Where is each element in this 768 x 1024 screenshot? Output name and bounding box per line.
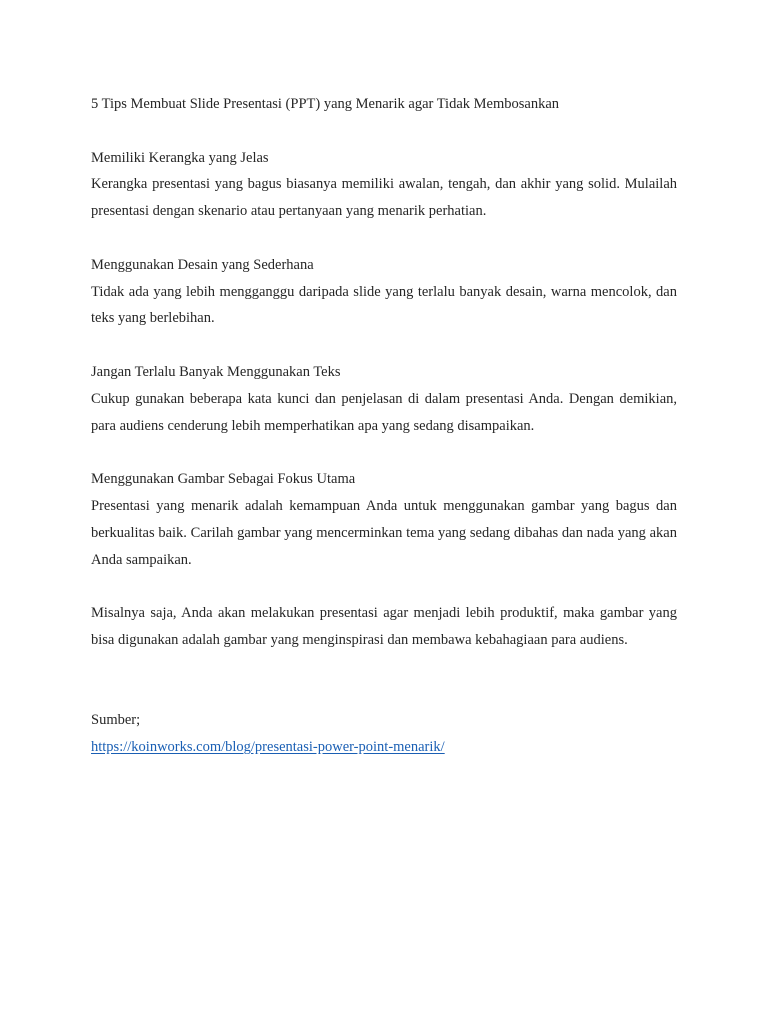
source-link[interactable]: https://koinworks.com/blog/presentasi-power-point-menarik/ xyxy=(91,739,445,756)
section-body: Tidak ada yang lebih mengganggu daripada slide yang terlalu banyak desain, warna mencolok, dan teks yang berlebihan. xyxy=(91,283,677,327)
section-body: Kerangka presentasi yang bagus biasanya memiliki awalan, tengah, dan akhir yang solid. Mulailah presentasi dengan skenario atau pertanyaan yang menarik perhatian. xyxy=(91,176,677,220)
section-kerangka xyxy=(91,145,677,225)
section-teks xyxy=(91,359,677,439)
section-body: Cukup gunakan beberapa kata kunci dan penjelasan di dalam presentasi Anda. Dengan demikian, para audiens cenderung lebih memperhatikan apa yang sedang disampaikan. xyxy=(91,390,677,434)
closing-paragraph: Misalnya saja, Anda akan melakukan presentasi agar menjadi lebih produktif, maka gambar yang bisa digunakan adalah gambar yang menginspirasi dan membawa kebahagiaan para audiens. xyxy=(91,605,677,648)
section-desain xyxy=(91,252,677,332)
section-heading: Menggunakan Gambar Sebagai Fokus Utama xyxy=(91,471,356,488)
document-content xyxy=(91,91,677,761)
section-heading: Memiliki Kerangka yang Jelas xyxy=(91,149,269,166)
section-heading: Menggunakan Desain yang Sederhana xyxy=(91,256,314,273)
source-label: Sumber; xyxy=(91,712,141,729)
document-title: 5 Tips Membuat Slide Presentasi (PPT) yang Menarik agar Tidak Membosankan xyxy=(91,96,560,112)
section-body: Presentasi yang menarik adalah kemampuan Anda untuk menggunakan gambar yang bagus dan berkualitas baik. Carilah gambar yang mencerminkan tema yang sedang dibahas dan nada yang akan Anda sampaikan. xyxy=(91,497,677,568)
section-gambar xyxy=(91,466,677,573)
section-heading: Jangan Terlalu Banyak Menggunakan Teks xyxy=(91,363,341,380)
